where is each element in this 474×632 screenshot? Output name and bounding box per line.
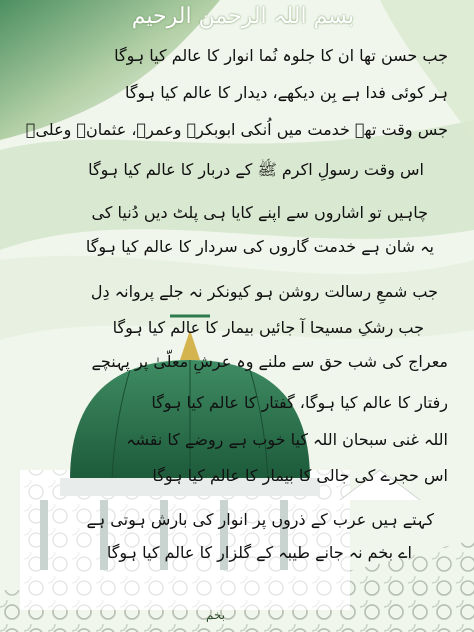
bismillah-calligraphy: بسم اللہ الرحمن الرحیم <box>131 4 354 29</box>
poem-line: رفتار کا عالم کیا ہوگا، گفتار کا عالم کیا ہوگا <box>151 393 448 412</box>
poem-line: جب رشکِ مسیحا آ جائیں بیمار کا عالم کیا ہوگا <box>112 318 424 337</box>
poet-signature: بخم <box>206 608 226 622</box>
poem-line: جس وقت تھے خدمت میں اُنکی ابوبکرؓ وعمرؓ، عثمانؓ وعلیؓ <box>25 120 448 139</box>
poem-line: اس وقت رسولِ اکرم ﷺ کے دربار کا عالم کیا ہوگا <box>88 160 424 179</box>
poem-line: اے بخم نہ جانے طیبہ کے گلزار کا عالم کیا ہوگا <box>106 543 412 562</box>
poem-line: جب حسن تھا ان کا جلوہ نُما انوار کا عالم کیا ہوگا <box>114 46 448 65</box>
poem-line: یہ شان ہے خدمت گاروں کی سردار کا عالم کیا ہوگا <box>85 237 434 256</box>
poem-line: ہر کوئی فدا ہے بِن دیکھے، دیدار کا عالم کیا ہوگا <box>125 83 448 102</box>
poem-line: جب شمعِ رسالت روشن ہو کیونکر نہ جلے پروانہ دِل <box>90 282 438 301</box>
poem-line: چاہیں تو اشاروں سے اپنے کایا ہی پلٹ دیں دُنیا کی <box>91 203 428 222</box>
poem-line: معراج کی شب حق سے ملنے وہ عرشِ معلّیٰ پر پہنچے <box>91 352 448 371</box>
poem-line: اس حجرے کی جالی کا بیمار کا عالم کیا ہوگا <box>152 466 448 485</box>
poem-line: اللہ غنی سبحان اللہ کیا خوب ہے روضے کا نقشہ <box>126 430 448 449</box>
poem-line: کہتے ہیں عرب کے ذروں پر انوار کی بارش ہوتی ہے <box>86 510 434 529</box>
